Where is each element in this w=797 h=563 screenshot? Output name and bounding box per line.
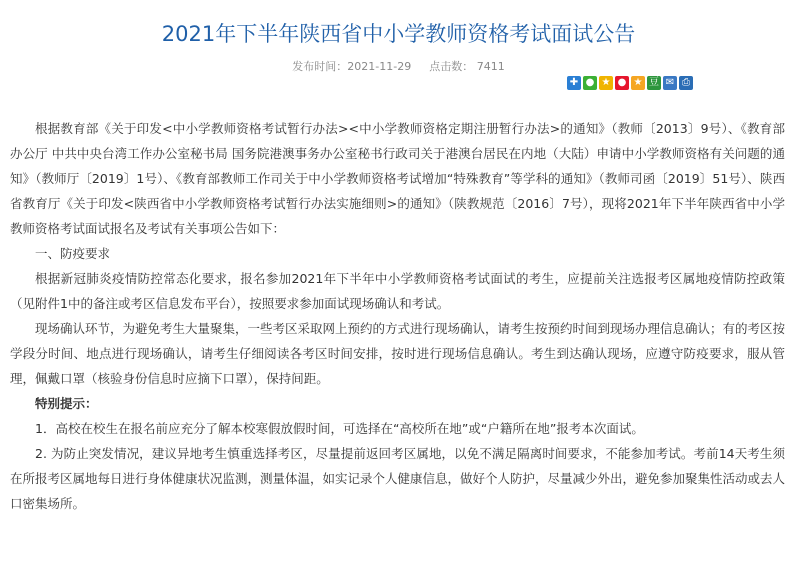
publish-time: 发布时间：2021-11-29 xyxy=(292,60,412,73)
article-title: 2021年下半年陕西省中小学教师资格考试面试公告 xyxy=(161,22,636,46)
tip-item-2: 2. 为防止突发情况，建议异地考生慎重选择考区，尽量提前返回考区属地，以免不满足隔离时间要求，不能参加考试。考前14天考生须在所报考区属地每日进行身体健康状况监测，测量体温，如实记录个人健康信息，做好个人防护，尽量减少外出，避免参加聚集性活动或去人口密集场所。 xyxy=(10,446,786,511)
article-body xyxy=(10,116,785,516)
tip-item-1: 1．高校在校生在报名前应充分了解本校寒假放假时间，可选择在“高校所在地”或“户籍所在地”报考本次面试。 xyxy=(35,421,644,436)
print-icon[interactable]: ⎙ xyxy=(679,76,693,90)
plus-share-icon[interactable]: ✚ xyxy=(567,76,581,90)
weibo-icon[interactable]: ● xyxy=(615,76,629,90)
views-label: 点击数： xyxy=(429,60,474,73)
wechat-icon[interactable]: ● xyxy=(583,76,597,90)
views-count: 7411 xyxy=(476,60,505,73)
email-icon[interactable]: ✉ xyxy=(663,76,677,90)
epidemic-paragraph: 根据新冠肺炎疫情防控常态化要求，报名参加2021年下半年中小学教师资格考试面试的考生，应提前关注选报考区属地疫情防控政策（见附件1中的备注或考区信息发布平台），按照要求参加面试现场确认和考试。 xyxy=(10,271,785,311)
share-toolbar xyxy=(567,76,693,90)
intro-paragraph: 根据教育部《关于印发<中小学教师资格考试暂行办法><中小学教师资格定期注册暂行办法>的通知》（教师〔2013〕9号）、《教育部办公厅 中共中央台湾工作办公室秘书局 国务院港澳事务办公室秘书行政司关于港澳台居民在内地（大陆）申请中小学教师资格有关问题的通知》（教师厅〔2019〕1号）、《教育部教师工作司关于中小学教师资格考试增加“特殊教育”等学科的通知》（教师司函〔2019〕51号）、陕西省教育厅《关于印发<陕西省中小学教师资格考试暂行办法实施细则>的通知》（陕教规范〔2016〕7号），现将2021年下半年陕西省中小学教师资格考试面试报名及考试有关事项公告如下： xyxy=(10,121,785,236)
confirmation-paragraph: 现场确认环节，为避免考生大量聚集，一些考区采取网上预约的方式进行现场确认，请考生按预约时间到现场办理信息确认；有的考区按学段分时间、地点进行现场确认，请考生仔细阅读各考区时间安排，按时进行现场信息确认。考生到达确认现场，应遵守防疫要求，服从管理，佩戴口罩（核验身份信息时应摘下口罩），保持间距。 xyxy=(10,321,786,386)
favorite-star-icon[interactable]: ★ xyxy=(599,76,613,90)
special-tips-heading: 特别提示： xyxy=(35,396,98,411)
qzone-icon[interactable]: ★ xyxy=(631,76,645,90)
section-heading-epidemic: 一、防疫要求 xyxy=(35,246,111,261)
douban-icon[interactable]: 豆 xyxy=(649,77,659,88)
article-meta xyxy=(0,59,797,75)
